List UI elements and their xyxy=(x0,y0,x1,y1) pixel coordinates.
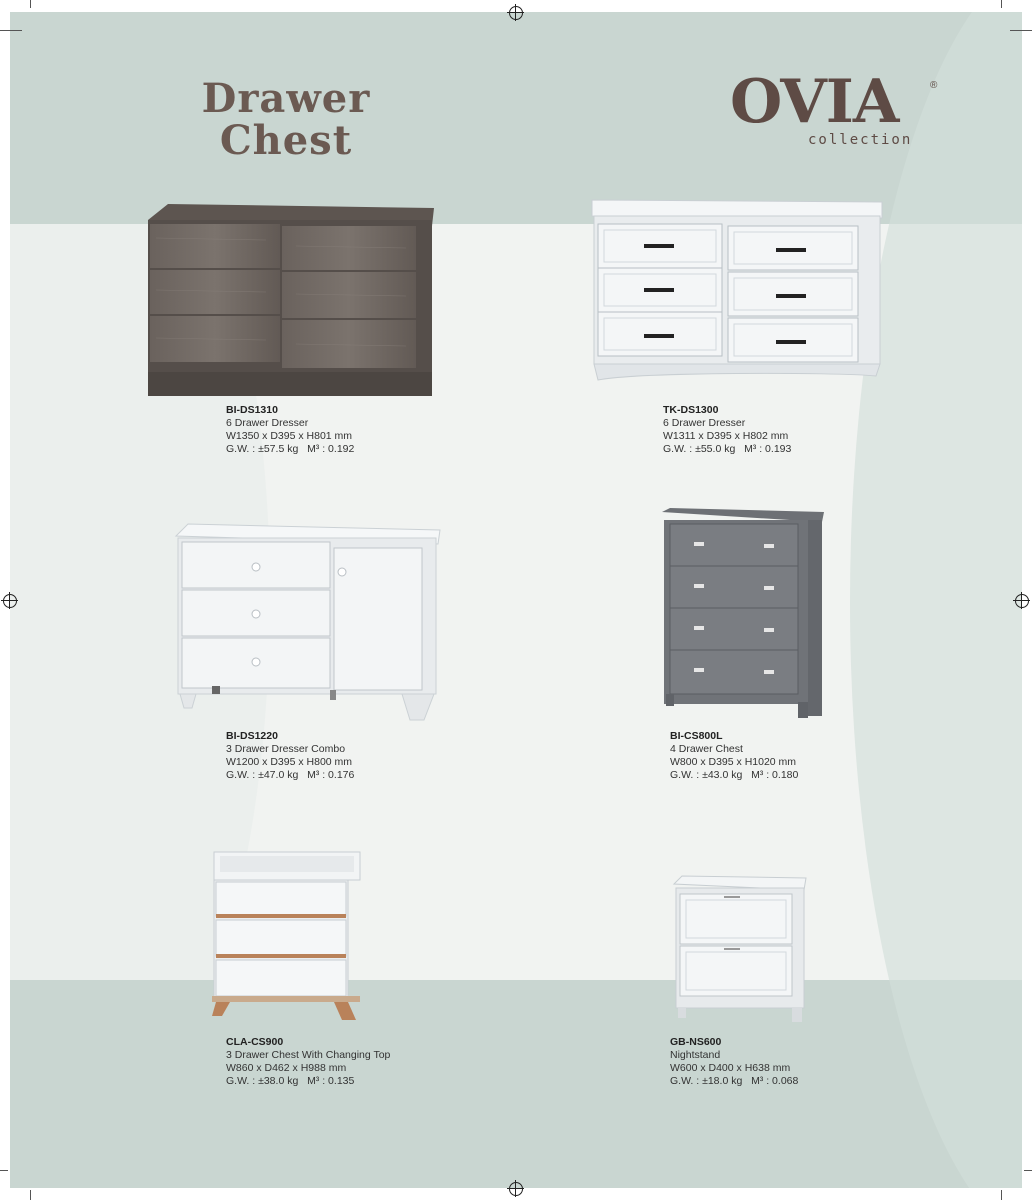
product-image-tk-ds1300 xyxy=(586,196,886,386)
product-code: BI-DS1220 xyxy=(226,730,278,742)
product-volume: M³ : 0.068 xyxy=(751,1075,799,1087)
product-code: BI-CS800L xyxy=(670,730,723,742)
product-image-bi-ds1310 xyxy=(146,202,436,400)
product-weight: G.W. : ±18.0 kg xyxy=(670,1075,743,1087)
product-volume: M³ : 0.180 xyxy=(751,769,799,781)
product-volume: M³ : 0.135 xyxy=(307,1075,355,1087)
product-weight: G.W. : ±47.0 kg xyxy=(226,769,299,781)
product-caption-1 xyxy=(226,404,354,456)
product-dimensions: W800 x D395 x H1020 mm xyxy=(670,756,797,768)
product-caption-4 xyxy=(670,730,798,782)
product-name: Nightstand xyxy=(670,1049,721,1061)
crop-mark-br-v xyxy=(1001,1190,1002,1200)
product-volume: M³ : 0.192 xyxy=(307,443,355,455)
product-name: 3 Drawer Dresser Combo xyxy=(226,743,346,755)
product-specs xyxy=(226,769,354,782)
product-weight: G.W. : ±55.0 kg xyxy=(663,443,736,455)
product-specs xyxy=(226,443,354,456)
page-title-line1: Drawer xyxy=(201,75,371,122)
product-image-cla-cs900 xyxy=(210,850,366,1024)
product-weight: G.W. : ±57.5 kg xyxy=(226,443,299,455)
product-dimensions: W1311 x D395 x H802 mm xyxy=(663,430,789,442)
product-image-bi-cs800l xyxy=(660,508,826,722)
product-name: 6 Drawer Dresser xyxy=(663,417,746,429)
crop-mark-bl-h xyxy=(0,1170,8,1171)
page-title-line2: Chest xyxy=(219,117,353,164)
product-dimensions: W600 x D400 x H638 mm xyxy=(670,1062,791,1074)
registration-mark-bottom xyxy=(509,1182,523,1196)
product-dimensions: W860 x D462 x H988 mm xyxy=(226,1062,347,1074)
crop-mark-br-h xyxy=(1024,1170,1032,1171)
product-specs xyxy=(663,443,791,456)
crop-mark-tl-v xyxy=(30,0,31,8)
product-caption-3 xyxy=(226,730,354,782)
product-name: 4 Drawer Chest xyxy=(670,743,743,755)
product-specs xyxy=(670,769,798,782)
brand-name: OVIA xyxy=(730,67,899,137)
product-caption-2 xyxy=(663,404,791,456)
product-caption-5 xyxy=(226,1036,390,1088)
brand-logo xyxy=(730,67,940,148)
product-name: 3 Drawer Chest With Changing Top xyxy=(226,1049,391,1061)
product-code: BI-DS1310 xyxy=(226,404,278,416)
catalog-page xyxy=(10,12,1022,1188)
page-title xyxy=(176,75,396,164)
product-dimensions: W1200 x D395 x H800 mm xyxy=(226,756,353,768)
registration-mark-top xyxy=(509,6,523,20)
registration-mark-left xyxy=(3,594,17,608)
crop-mark-tr-v xyxy=(1001,0,1002,8)
product-specs xyxy=(670,1075,798,1088)
product-caption-6 xyxy=(670,1036,798,1088)
registration-mark-right xyxy=(1015,594,1029,608)
product-specs xyxy=(226,1075,390,1088)
brand-subtitle: collection xyxy=(808,132,913,148)
product-weight: G.W. : ±38.0 kg xyxy=(226,1075,299,1087)
product-volume: M³ : 0.176 xyxy=(307,769,355,781)
crop-mark-tr-h xyxy=(1010,30,1032,31)
product-dimensions: W1350 x D395 x H801 mm xyxy=(226,430,353,442)
product-code: GB-NS600 xyxy=(670,1036,722,1048)
crop-mark-bl-v xyxy=(30,1190,31,1200)
product-image-bi-ds1220 xyxy=(174,522,442,724)
crop-mark-tl-h xyxy=(0,30,22,31)
bottom-color-band xyxy=(10,980,1022,1188)
product-volume: M³ : 0.193 xyxy=(744,443,792,455)
product-image-gb-ns600 xyxy=(672,874,808,1024)
product-weight: G.W. : ±43.0 kg xyxy=(670,769,743,781)
brand-registered-mark: ® xyxy=(930,80,938,91)
product-name: 6 Drawer Dresser xyxy=(226,417,309,429)
product-code: CLA-CS900 xyxy=(226,1036,284,1048)
product-code: TK-DS1300 xyxy=(663,404,719,416)
